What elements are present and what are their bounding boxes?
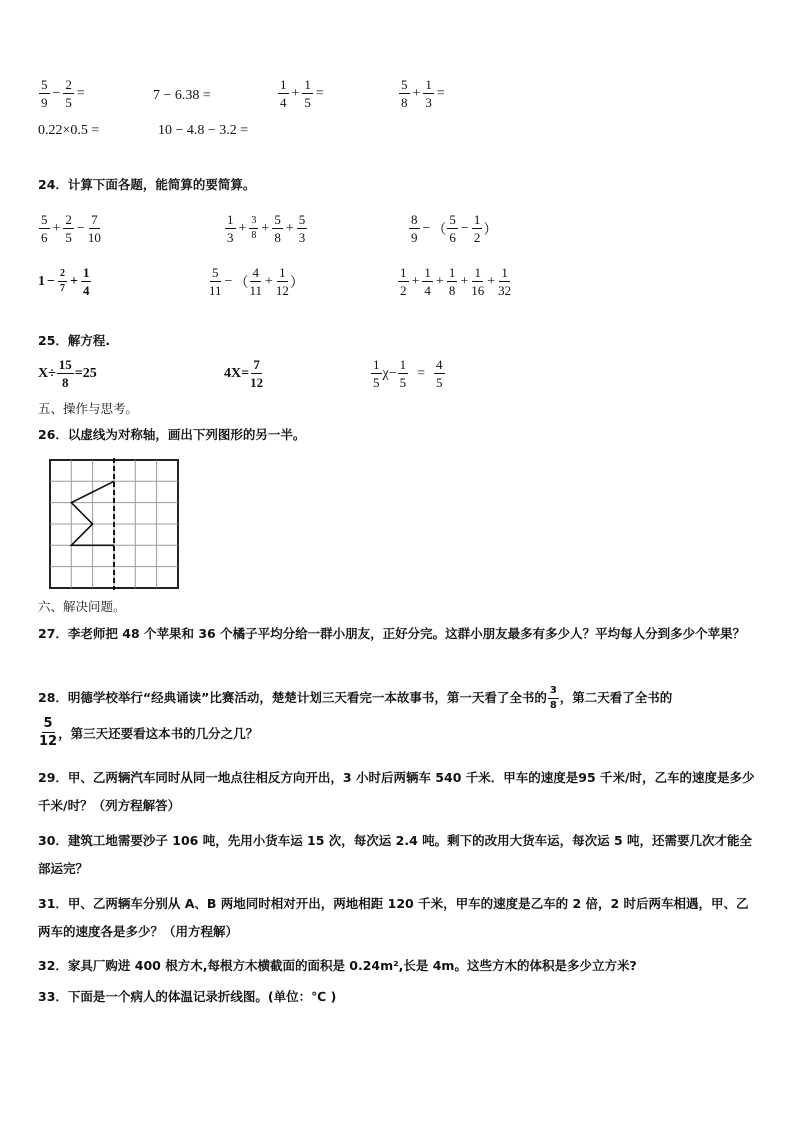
question-31-text: 31．甲、乙两辆车分别从 A、B 两地同时相对开出，两地相距 120 千米，甲车的速度是乙车的 2 倍，2 时后两车相遇，甲、乙两车的速度各是多少？（用方程解） xyxy=(38,896,749,939)
calc-expression: 7 − 6.38 = xyxy=(153,88,211,103)
equation: $\frac{1}{5}$ χ− $\frac{1}{5}$ = $\frac{4}{5}$ xyxy=(373,357,443,390)
equation: X÷ $\frac{15}{8}$ =25 xyxy=(38,357,97,390)
section-heading: 五、操作与思考。 xyxy=(38,401,139,416)
question-28-text: 28．明德学校举行“经典诵读”比赛活动，楚楚计划三天看完一本故事书，第一天看了全书的 $\frac{3}{8}$ ，第二天看了全书的 xyxy=(38,685,673,711)
question-30-text: 30．建筑工地需要沙子 106 吨，先用小货车运 15 次，每次运 2.4 吨。剩下的改用大货车运，每次运 5 吨，还需要几次才能全部运完？ xyxy=(38,833,753,876)
question-25-title: 25．解方程. xyxy=(38,333,111,348)
calc-expression: $\frac{5}{9}$ − $\frac{2}{5}$ = xyxy=(41,77,85,110)
question-27-text: 27．李老师把 48 个苹果和 36 个橘子平均分给一群小朋友，正好分完。这群小朋友最多有多少人？平均每人分到多少个苹果？ xyxy=(38,626,746,641)
calc-expression: $\frac{8}{9}$ − （ $\frac{5}{6}$ − $\frac{1}{2}$ ） xyxy=(411,212,498,245)
question-33-text: 33．下面是一个病人的体温记录折线图。(单位：℃ ) xyxy=(38,989,337,1004)
calc-expression: $\frac{5}{8}$ + $\frac{1}{3}$ = xyxy=(401,77,445,110)
question-28-text-continued: $\frac{5}{12}$ ，第三天还要看这本书的几分之几？ xyxy=(39,716,259,749)
question-26-text: 26．以虚线为对称轴，画出下列图形的另一半。 xyxy=(38,427,306,442)
calc-expression: 10 − 4.8 − 3.2 = xyxy=(158,123,249,138)
calc-expression: $\frac{5}{11}$ − （ $\frac{4}{11}$ + $\frac{1}{12}$ ） xyxy=(209,265,304,298)
question-32-text: 32．家具厂购进 400 根方木,每根方木横截面的面积是 0.24m²,长是 4m。这些方木的体积是多少立方米? xyxy=(38,958,637,973)
question-29-text: 29．甲、乙两辆汽车同时从同一地点往相反方向开出，3 小时后两辆车 540 千米．甲车的速度是95 千米/时，乙车的速度是多少千米/时？（列方程解答） xyxy=(38,770,755,813)
equation: 4X= $\frac{7}{12}$ xyxy=(224,357,264,390)
calc-expression: $\frac{1}{3}$ + $\frac{3}{8}$ + $\frac{5}{8}$ + $\frac{5}{3}$ xyxy=(227,212,306,245)
calc-expression: 1 − $\frac{2}{7}$ + $\frac{1}{4}$ xyxy=(38,265,90,298)
section-heading: 六、解决问题。 xyxy=(38,599,126,614)
symmetry-grid-figure xyxy=(48,458,180,590)
question-24-title: 24．计算下面各题，能简算的要简算。 xyxy=(38,177,256,192)
calc-expression: $\frac{1}{4}$ + $\frac{1}{5}$ = xyxy=(280,77,324,110)
calc-expression: 0.22×0.5 = xyxy=(38,123,100,138)
calc-expression: $\frac{5}{6}$ + $\frac{2}{5}$ − $\frac{7}{10}$ xyxy=(41,212,101,245)
calc-expression: $\frac{1}{2}$ + $\frac{1}{4}$ + $\frac{1}{8}$ + $\frac{1}{16}$ + $\frac{1}{32}$ xyxy=(400,265,512,298)
